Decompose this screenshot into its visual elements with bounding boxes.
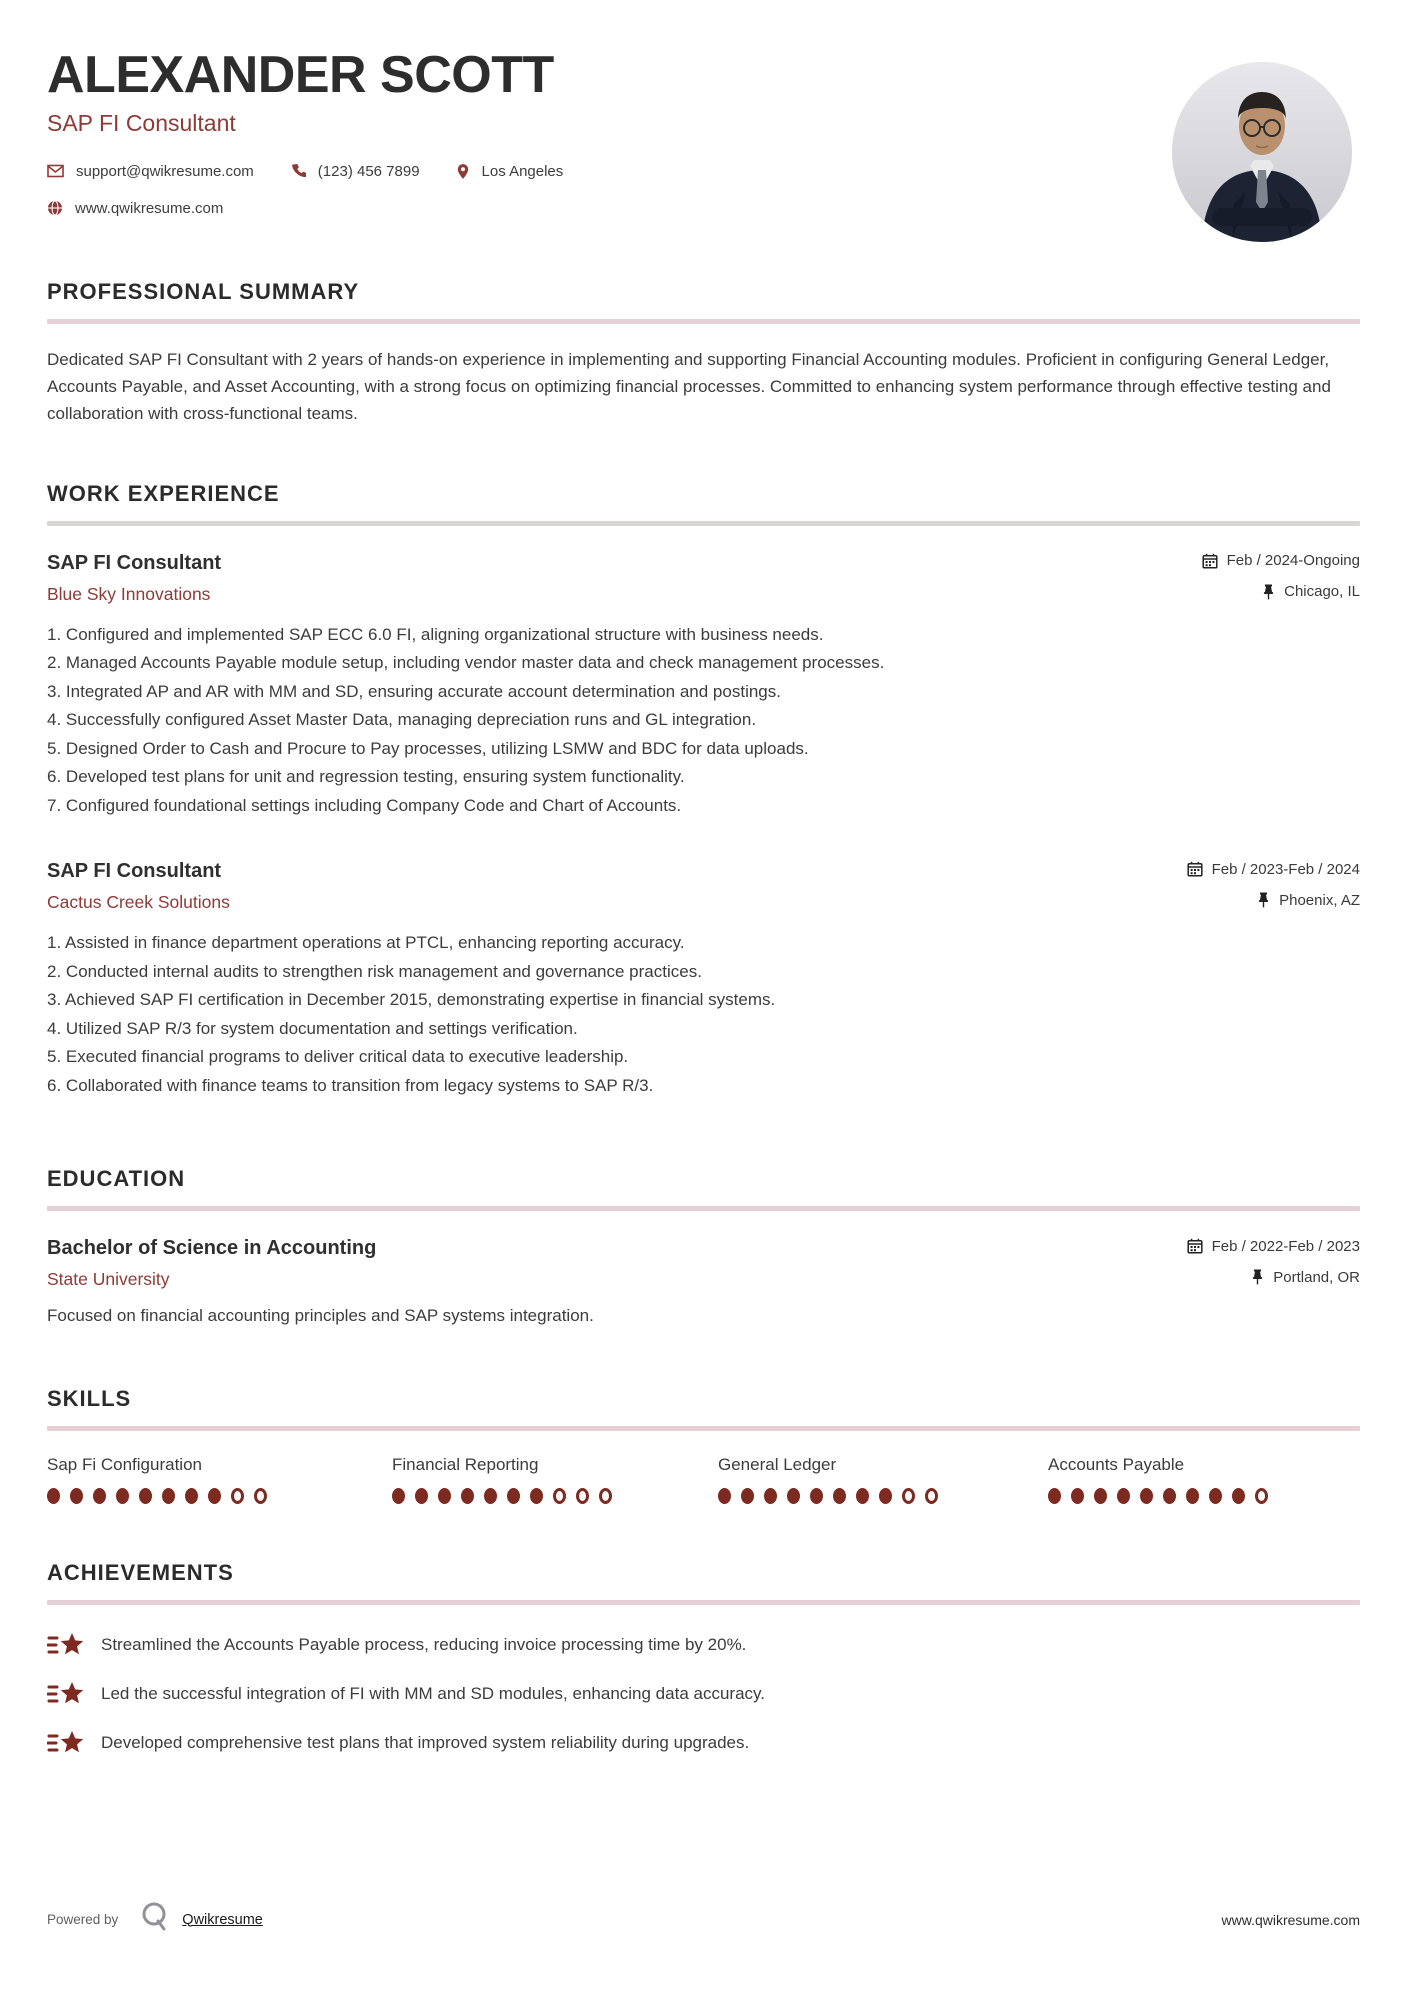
bullet-item: Configured and implemented SAP ECC 6.0 FI, aligning organizational structure with business needs. bbox=[65, 624, 824, 644]
section-education bbox=[47, 1166, 1360, 1326]
bullet-item: Utilized SAP R/3 for system documentation and settings verification. bbox=[65, 1018, 578, 1038]
skill-dot-filled bbox=[392, 1488, 405, 1504]
bullet-item: Configured foundational settings including Company Code and Chart of Accounts. bbox=[65, 795, 682, 815]
skill-dot-filled bbox=[139, 1488, 152, 1504]
skill-item bbox=[47, 1455, 392, 1504]
skill-dot-filled bbox=[741, 1488, 754, 1504]
school-name: State University bbox=[47, 1269, 170, 1290]
achievements-heading: ACHIEVEMENTS bbox=[47, 1560, 234, 1586]
summary-text: Dedicated SAP FI Consultant with 2 years of hands-on experience in implementing and supporting Financial Accounting modules. Proficient in configuring General Ledger, Accounts Payable, and Asset Accounting, with a strong focus on optimizing financial processes. Committed to enhancing system performance through effective testing and collaboration with cross-functional teams. bbox=[47, 349, 1331, 423]
skill-dot-filled bbox=[530, 1488, 543, 1504]
bullet-item: Conducted internal audits to strengthen risk management and governance practices. bbox=[65, 961, 702, 981]
powered-by-label: Powered by bbox=[47, 1912, 119, 1927]
skill-dot-filled bbox=[879, 1488, 892, 1504]
job-location bbox=[1262, 583, 1360, 600]
degree-title: Bachelor of Science in Accounting bbox=[47, 1237, 377, 1260]
qwikresume-logo-icon bbox=[140, 1901, 170, 1938]
skill-dot-empty bbox=[1255, 1488, 1268, 1504]
pushpin-icon bbox=[1251, 1269, 1264, 1285]
job-title: SAP FI Consultant bbox=[47, 860, 222, 883]
education-description: Focused on financial accounting principles and SAP systems integration. bbox=[47, 1306, 594, 1326]
skills-grid bbox=[47, 1455, 1360, 1504]
globe-icon bbox=[47, 200, 63, 216]
education-location-text: Portland, OR bbox=[1273, 1268, 1360, 1286]
skill-rating bbox=[47, 1488, 392, 1504]
bullet-item: Designed Order to Cash and Procure to Pay processes, utilizing LSMW and BDC for data uploads. bbox=[65, 738, 809, 758]
skill-dot-filled bbox=[162, 1488, 175, 1504]
summary-heading: PROFESSIONAL SUMMARY bbox=[47, 278, 360, 304]
person-name: ALEXANDER SCOTT bbox=[47, 46, 554, 104]
skill-dot-filled bbox=[1094, 1488, 1107, 1504]
job-title: SAP FI Consultant bbox=[47, 551, 222, 574]
skill-dot-filled bbox=[93, 1488, 106, 1504]
skill-dot-filled bbox=[1232, 1488, 1245, 1504]
section-divider bbox=[47, 1426, 1360, 1431]
section-divider bbox=[47, 1600, 1360, 1605]
skill-dot-empty bbox=[902, 1488, 915, 1504]
calendar-icon bbox=[1187, 1238, 1203, 1254]
job-dates-text: Feb / 2023-Feb / 2024 bbox=[1211, 860, 1360, 878]
footer-website-link[interactable]: www.qwikresume.com bbox=[1221, 1911, 1360, 1928]
bullet-item: Integrated AP and AR with MM and SD, ensuring accurate account determination and postings. bbox=[65, 681, 781, 701]
section-achievements bbox=[47, 1560, 1360, 1759]
section-professional-summary bbox=[47, 279, 1360, 427]
skill-name: Accounts Payable bbox=[1048, 1455, 1185, 1475]
achievement-item bbox=[47, 1678, 1360, 1710]
skill-name: Financial Reporting bbox=[392, 1455, 539, 1475]
bullet-item: Managed Accounts Payable module setup, including vendor master data and check management processes. bbox=[65, 653, 885, 673]
skill-dot-filled bbox=[1163, 1488, 1176, 1504]
skill-dot-filled bbox=[1117, 1488, 1130, 1504]
skill-dot-filled bbox=[764, 1488, 777, 1504]
calendar-icon bbox=[1187, 861, 1203, 877]
email-icon bbox=[47, 164, 64, 178]
bullet-item: Successfully configured Asset Master Data, managing depreciation runs and GL integration. bbox=[65, 710, 757, 730]
section-divider bbox=[47, 1206, 1360, 1211]
skill-dot-filled bbox=[70, 1488, 83, 1504]
contact-website-text: www.qwikresume.com bbox=[75, 199, 224, 217]
job-location bbox=[1257, 892, 1360, 909]
job-entry bbox=[47, 552, 1360, 821]
pushpin-icon bbox=[1262, 584, 1275, 600]
person-title: SAP FI Consultant bbox=[47, 109, 236, 136]
bullet-item: Achieved SAP FI certification in December 2015, demonstrating expertise in financial systems. bbox=[64, 990, 776, 1010]
skill-dot-filled bbox=[1071, 1488, 1084, 1504]
skill-dot-empty bbox=[254, 1488, 267, 1504]
skill-item bbox=[718, 1455, 1048, 1504]
skill-name: Sap Fi Configuration bbox=[47, 1455, 202, 1475]
skill-dot-empty bbox=[599, 1488, 612, 1504]
section-work-experience bbox=[47, 481, 1360, 1101]
bullet-item: Developed test plans for unit and regression testing, ensuring system functionality. bbox=[65, 767, 685, 787]
skill-dot-filled bbox=[1209, 1488, 1222, 1504]
skill-dot-filled bbox=[116, 1488, 129, 1504]
section-divider bbox=[47, 521, 1360, 526]
education-dates-text: Feb / 2022-Feb / 2023 bbox=[1211, 1237, 1360, 1255]
star-badge-icon bbox=[47, 1678, 85, 1710]
skill-rating bbox=[718, 1488, 1048, 1504]
skill-dot-filled bbox=[787, 1488, 800, 1504]
job-bullet-list bbox=[47, 621, 1360, 821]
job-location-text: Phoenix, AZ bbox=[1279, 891, 1360, 909]
job-dates bbox=[1202, 552, 1360, 569]
skill-item bbox=[392, 1455, 718, 1504]
skill-dot-filled bbox=[185, 1488, 198, 1504]
section-skills bbox=[47, 1386, 1360, 1504]
skill-dot-empty bbox=[576, 1488, 589, 1504]
education-entry bbox=[47, 1237, 1360, 1326]
skill-rating bbox=[1048, 1488, 1360, 1504]
skill-dot-filled bbox=[47, 1488, 60, 1504]
skill-dot-filled bbox=[507, 1488, 520, 1504]
skill-item bbox=[1048, 1455, 1360, 1504]
skill-dot-filled bbox=[856, 1488, 869, 1504]
education-dates bbox=[1187, 1238, 1360, 1255]
skills-heading: SKILLS bbox=[47, 1386, 132, 1412]
bullet-item: Collaborated with finance teams to transition from legacy systems to SAP R/3. bbox=[65, 1075, 654, 1095]
achievement-text: Led the successful integration of FI with MM and SD modules, enhancing data accuracy. bbox=[101, 1684, 765, 1704]
skill-dot-empty bbox=[553, 1488, 566, 1504]
skill-dot-filled bbox=[718, 1488, 731, 1504]
phone-icon bbox=[290, 163, 306, 179]
contact-email[interactable] bbox=[47, 163, 254, 180]
star-badge-icon bbox=[47, 1629, 85, 1661]
skill-dot-filled bbox=[461, 1488, 474, 1504]
job-location-text: Chicago, IL bbox=[1284, 583, 1360, 601]
experience-heading: WORK EXPERIENCE bbox=[47, 480, 280, 506]
location-icon bbox=[456, 163, 470, 180]
section-divider bbox=[47, 319, 1360, 324]
achievement-item bbox=[47, 1629, 1360, 1661]
calendar-icon bbox=[1202, 553, 1218, 569]
skill-dot-filled bbox=[438, 1488, 451, 1504]
contact-phone-text: (123) 456 7899 bbox=[317, 162, 420, 180]
contact-email-text: support@qwikresume.com bbox=[76, 162, 254, 180]
profile-photo bbox=[1172, 62, 1352, 242]
achievement-text: Streamlined the Accounts Payable process, reducing invoice processing time by 20%. bbox=[101, 1635, 747, 1655]
job-company: Blue Sky Innovations bbox=[47, 583, 211, 604]
job-entry bbox=[47, 860, 1360, 1100]
header bbox=[47, 48, 1360, 217]
pushpin-icon bbox=[1257, 892, 1270, 908]
contact-website[interactable] bbox=[47, 200, 223, 217]
bullet-item: Assisted in finance department operations at PTCL, enhancing reporting accuracy. bbox=[64, 933, 685, 953]
contact-location-text: Los Angeles bbox=[481, 162, 564, 180]
bullet-item: Executed financial programs to deliver critical data to executive leadership. bbox=[65, 1047, 629, 1067]
skill-dot-empty bbox=[231, 1488, 244, 1504]
skill-dot-filled bbox=[484, 1488, 497, 1504]
skill-dot-filled bbox=[810, 1488, 823, 1504]
job-company: Cactus Creek Solutions bbox=[47, 892, 230, 913]
education-heading: EDUCATION bbox=[47, 1166, 186, 1192]
contact-phone[interactable] bbox=[290, 163, 420, 180]
star-badge-icon bbox=[47, 1727, 85, 1759]
footer bbox=[47, 1901, 1360, 1938]
skill-rating bbox=[392, 1488, 718, 1504]
achievement-text: Developed comprehensive test plans that improved system reliability during upgrades. bbox=[101, 1733, 750, 1753]
job-bullet-list bbox=[47, 929, 1360, 1100]
job-dates-text: Feb / 2024-Ongoing bbox=[1226, 552, 1360, 570]
contact-info bbox=[47, 163, 1360, 217]
job-dates bbox=[1187, 861, 1360, 878]
skill-dot-filled bbox=[833, 1488, 846, 1504]
skill-dot-filled bbox=[1048, 1488, 1061, 1504]
skill-dot-empty bbox=[925, 1488, 938, 1504]
skill-dot-filled bbox=[415, 1488, 428, 1504]
achievement-item bbox=[47, 1727, 1360, 1759]
qwikresume-link[interactable]: Qwikresume bbox=[182, 1911, 263, 1928]
skill-dot-filled bbox=[208, 1488, 221, 1504]
contact-location[interactable] bbox=[456, 163, 564, 180]
skill-name: General Ledger bbox=[718, 1455, 837, 1475]
achievements-list bbox=[47, 1629, 1360, 1759]
skill-dot-filled bbox=[1186, 1488, 1199, 1504]
skill-dot-filled bbox=[1140, 1488, 1153, 1504]
education-location bbox=[1251, 1269, 1360, 1286]
